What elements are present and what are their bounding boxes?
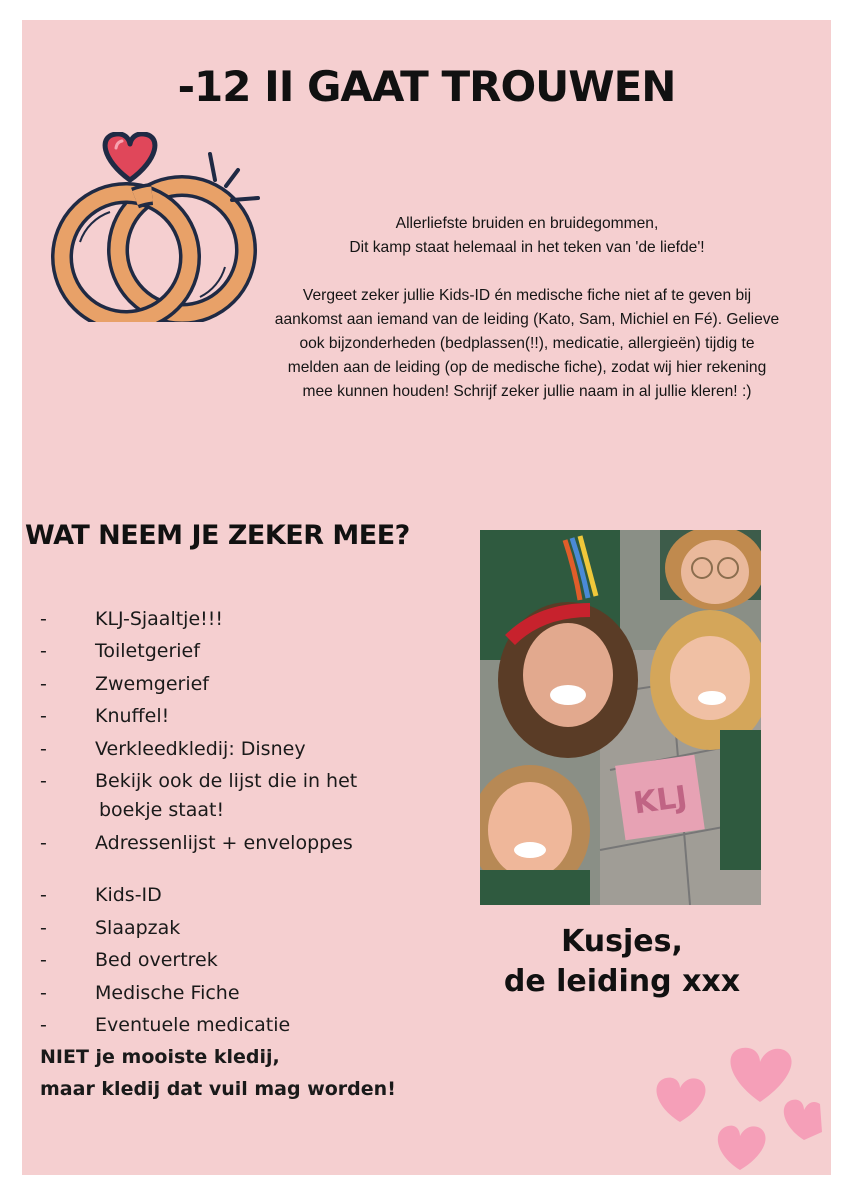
intro-paragraph-line: aankomst aan iemand van de leiding (Kato, Sam, Michiel en Fé). Gelieve (274, 311, 780, 328)
list-item: - Adressenlijst + enveloppes (40, 831, 353, 854)
list-item: - Verkleedkledij: Disney (40, 737, 306, 760)
list-item: - Medische Fiche (40, 981, 240, 1004)
chalk-text: KLJ (631, 779, 690, 822)
intro-paragraph-line: Vergeet zeker jullie Kids-ID én medische fiche niet af te geven bij (302, 287, 752, 304)
leaders-photo (480, 530, 761, 905)
intro-paragraph-line: mee kunnen houden! Schrijf zeker jullie naam in al jullie kleren! :) (302, 383, 752, 400)
clothing-note: NIET je mooiste kledij, maar kledij dat vuil mag worden! (40, 1046, 396, 1101)
intro-paragraph-line: melden aan de leiding (op de medische fiche), zodat wij hier rekening (287, 359, 767, 376)
list-item: - Toiletgerief (40, 640, 200, 663)
list-item: - KLJ-Sjaaltje!!! (40, 608, 223, 630)
intro-paragraph-line: ook bijzonderheden (bedplassen(!!), medicatie, allergieën) tijdig te (299, 335, 755, 352)
list-item: - Knuffel! (40, 705, 170, 728)
list-item: - Bekijk ook de lijst die in het boekje staat! (40, 769, 358, 821)
heart-icon (105, 134, 155, 180)
intro-theme: Dit kamp staat helemaal in het teken van 'de liefde'! (349, 239, 705, 256)
list-item: - Zwemgerief (40, 672, 209, 695)
page-title: -12 II GAAT TROUWEN (177, 62, 676, 111)
list-item: - Slaapzak (40, 916, 181, 939)
list-item: - Bed overtrek (40, 949, 218, 972)
list-item: - Kids-ID (40, 884, 162, 907)
intro-text (212, 212, 831, 404)
intro-greeting: Allerliefste bruiden en bruidegommen, (395, 215, 659, 232)
flyer-page (22, 20, 831, 1175)
list-item: - Eventuele medicatie (40, 1013, 291, 1036)
packing-heading: WAT NEEM JE ZEKER MEE? (25, 520, 410, 551)
hearts-decoration-icon (632, 1022, 822, 1172)
signoff: Kusjes, de leiding xxx (503, 924, 741, 999)
packing-list (40, 603, 460, 1105)
